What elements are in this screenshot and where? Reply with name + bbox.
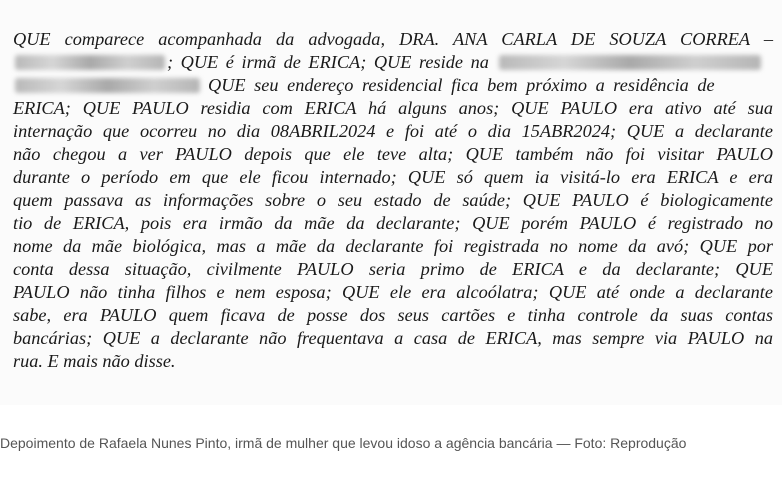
document-line-redacted	[13, 51, 773, 74]
document-line: tio de ERICA, pois era irmão da mãe da declarante; QUE porém PAULO é registrado no	[13, 213, 773, 233]
document-line: QUE comparece acompanhada da advogada, DRA. ANA CARLA DE SOUZA CORREA –	[13, 29, 773, 49]
document-line: sabe, era PAULO quem ficava de posse dos seus cartões e tinha controle da suas contas	[13, 305, 773, 325]
document-line: internação que ocorreu no dia 08ABRIL2024 e foi até o dia 15ABR2024; QUE a declarante	[13, 121, 773, 141]
document-line-fragment: QUE seu endereço residencial fica bem próximo a residência de	[208, 75, 715, 95]
photo-caption: Depoimento de Rafaela Nunes Pinto, irmã de mulher que levou idoso a agência bancária — Foto: Reprodução	[0, 435, 687, 451]
redacted-address	[499, 55, 761, 70]
document-line: bancárias; QUE a declarante não frequentava a casa de ERICA, mas sempre via PAULO na	[13, 328, 773, 348]
document-line-redacted	[13, 74, 773, 97]
document-line: conta dessa situação, civilmente PAULO seria primo de ERICA e da declarante; QUE	[13, 259, 773, 279]
document-line: ERICA; QUE PAULO residia com ERICA há alguns anos; QUE PAULO era ativo até sua	[13, 98, 773, 118]
document-line: PAULO não tinha filhos e nem esposa; QUE ele era alcoólatra; QUE até onde a declarante	[13, 282, 773, 302]
document-line: quem passava as informações sobre o seu estado de saúde; QUE PAULO é biologicamente	[13, 190, 773, 210]
document-line: durante o período em que ele ficou internado; QUE só quem ia visitá-lo era ERICA e era	[13, 167, 773, 187]
testimony-text	[13, 28, 773, 373]
redacted-oab-number	[15, 55, 165, 70]
document-line: não chegou a ver PAULO depois que ele teve alta; QUE também não foi visitar PAULO	[13, 144, 773, 164]
document-line-fragment: ; QUE é irmã de ERICA; QUE reside na	[167, 52, 489, 72]
redacted-address-continued	[15, 78, 200, 93]
document-line: rua. E mais não disse.	[13, 351, 176, 371]
document-line: nome da mãe biológica, mas a mãe da declarante foi registrada no nome da avó; QUE por	[13, 236, 773, 256]
